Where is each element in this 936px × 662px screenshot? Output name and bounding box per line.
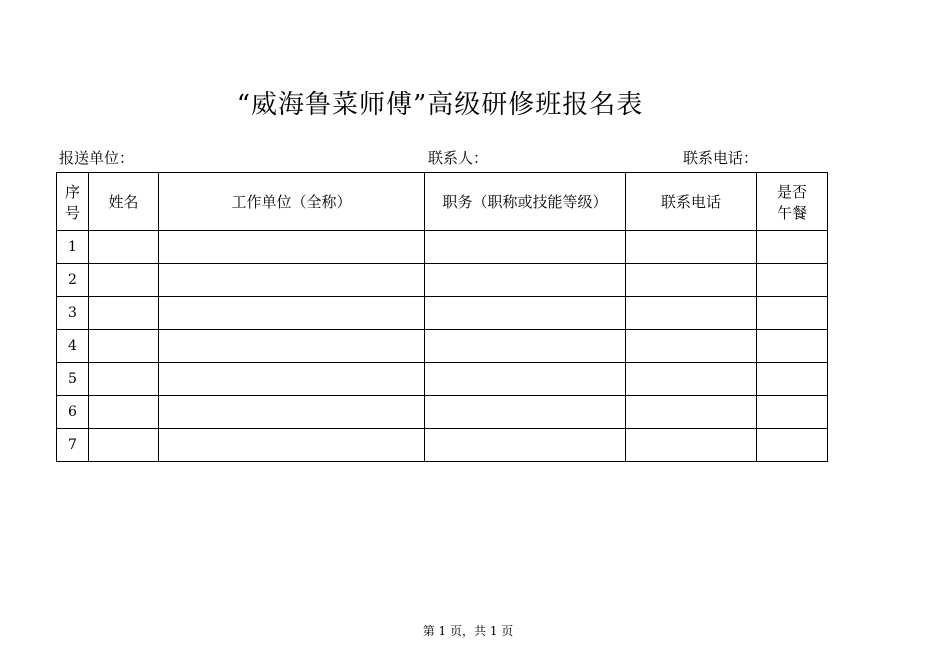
form-title: “威海鲁菜师傅”高级研修班报名表 xyxy=(236,90,644,120)
position-cell[interactable] xyxy=(425,363,626,396)
row-number: 4 xyxy=(57,330,89,363)
contact-phone-label: 联系电话： xyxy=(683,149,759,167)
position-cell[interactable] xyxy=(425,231,626,264)
lunch-cell[interactable] xyxy=(757,297,828,330)
lunch-cell[interactable] xyxy=(757,396,828,429)
table-row xyxy=(57,264,828,297)
workplace-cell[interactable] xyxy=(159,231,425,264)
name-cell[interactable] xyxy=(89,363,159,396)
header-lunch-line-2: 午餐 xyxy=(776,203,807,222)
name-cell[interactable] xyxy=(89,231,159,264)
workplace-cell[interactable] xyxy=(159,429,425,462)
row-number: 6 xyxy=(57,396,89,429)
table-row xyxy=(57,429,828,462)
row-number: 2 xyxy=(57,264,89,297)
lunch-cell[interactable] xyxy=(757,363,828,396)
workplace-cell[interactable] xyxy=(159,330,425,363)
name-cell[interactable] xyxy=(89,396,159,429)
table-row xyxy=(57,297,828,330)
table-row xyxy=(57,396,828,429)
lunch-cell[interactable] xyxy=(757,429,828,462)
lunch-cell[interactable] xyxy=(757,231,828,264)
position-cell[interactable] xyxy=(425,297,626,330)
header-lunch-line-1: 是否 xyxy=(776,182,807,201)
row-number: 5 xyxy=(57,363,89,396)
position-cell[interactable] xyxy=(425,396,626,429)
table-row xyxy=(57,330,828,363)
row-number: 3 xyxy=(57,297,89,330)
page-footer: 第 1 页，共 1 页 xyxy=(422,624,514,638)
row-number: 1 xyxy=(57,231,89,264)
table-row xyxy=(57,231,828,264)
phone-cell[interactable] xyxy=(626,264,757,297)
header-workplace: 工作单位（全称） xyxy=(159,173,425,231)
lunch-cell[interactable] xyxy=(757,264,828,297)
phone-cell[interactable] xyxy=(626,330,757,363)
header-seq xyxy=(57,173,89,231)
phone-cell[interactable] xyxy=(626,363,757,396)
name-cell[interactable] xyxy=(89,429,159,462)
phone-cell[interactable] xyxy=(626,297,757,330)
report-unit-label: 报送单位： xyxy=(59,149,135,167)
table-header-row xyxy=(57,173,828,231)
header-phone: 联系电话 xyxy=(626,173,757,231)
row-number: 7 xyxy=(57,429,89,462)
workplace-cell[interactable] xyxy=(159,264,425,297)
name-cell[interactable] xyxy=(89,264,159,297)
workplace-cell[interactable] xyxy=(159,363,425,396)
position-cell[interactable] xyxy=(425,330,626,363)
position-cell[interactable] xyxy=(425,429,626,462)
registration-table xyxy=(56,172,828,462)
phone-cell[interactable] xyxy=(626,396,757,429)
header-seq-line-2: 号 xyxy=(64,203,80,222)
name-cell[interactable] xyxy=(89,297,159,330)
phone-cell[interactable] xyxy=(626,231,757,264)
contact-person-label: 联系人： xyxy=(428,149,489,167)
position-cell[interactable] xyxy=(425,264,626,297)
table-row xyxy=(57,363,828,396)
header-name: 姓名 xyxy=(89,173,159,231)
phone-cell[interactable] xyxy=(626,429,757,462)
header-seq-line-1: 序 xyxy=(64,182,80,201)
name-cell[interactable] xyxy=(89,330,159,363)
workplace-cell[interactable] xyxy=(159,297,425,330)
header-position: 职务（职称或技能等级） xyxy=(425,173,626,231)
lunch-cell[interactable] xyxy=(757,330,828,363)
header-lunch xyxy=(757,173,828,231)
workplace-cell[interactable] xyxy=(159,396,425,429)
